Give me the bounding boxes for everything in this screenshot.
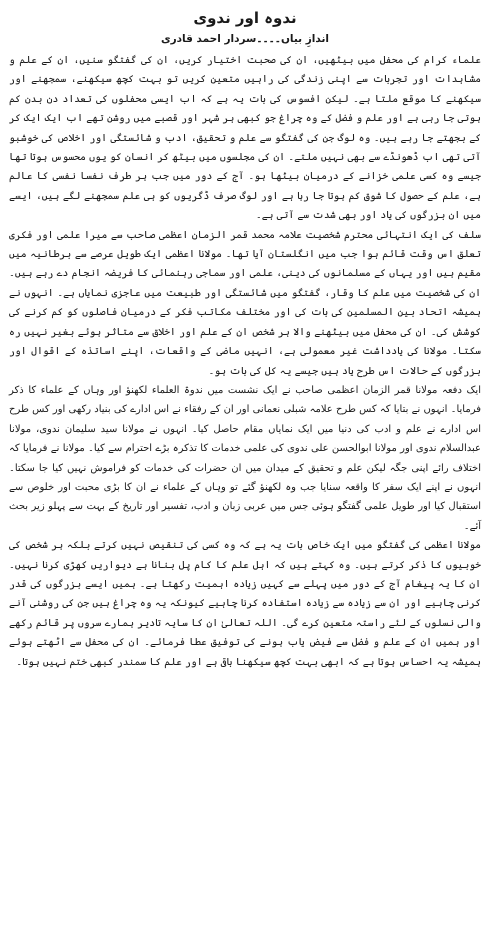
article-byline: اندازِ بیاں۔۔۔۔سردار احمد قادری [161,33,329,45]
article-paragraph-2: سلف کی ایک انتہائی محترم شخصیت علامہ محمد قمر الزمان اعظمی صاحب سے میرا علمی اور فکری تعلق اس وقت قائم ہوا جب میں انگلستان آیا تھا۔ مولانا اعظمی ایک طویل عرصے سے برطانیہ میں مقیم ہیں اور یہاں کے مسلمانوں کی دینی، علمی اور سماجی رہنمائی کا فریضہ انجام دے رہے ہیں۔ ان کی شخصیت میں علم کا وقار، گفتگو میں شائستگی اور طبیعت میں عاجزی نمایاں ہے۔ انہوں نے ہمیشہ اتحاد بین المسلمین کی بات کی اور مختلف مکاتب فکر کے درمیان فاصلوں کو کم کرنے کی کوشش کی۔ ان کی محفل میں بیٹھنے والا ہر شخص ان کے علم اور اخلاق سے متاثر ہوئے بغیر نہیں رہ سکتا۔ مولانا کی یادداشت غیر معمولی ہے، انہیں ماضی کے واقعات، اپنے اساتذہ کے اقوال اور بزرگوں کے حالات اس طرح یاد ہیں جیسے یہ کل کی بات ہو۔ [9,229,481,377]
article-body [9,51,481,672]
article-paragraph-1: علماء کرام کی محفل میں بیٹھیں، ان کی صحبت اختیار کریں، ان کی گفتگو سنیں، ان کے علم و مشاہدات اور تجربات سے اپنی زندگی کی راہیں متعین کریں تو بہت کچھ سیکھنے، سمجھنے اور سیکھنے کا موقع ملتا ہے۔ لیکن افسوس کی بات یہ ہے کہ اب ایسی محفلوں کی تعداد دن بدن کم ہوتی جا رہی ہے اور علم و فضل کے وہ چراغ جو کبھی ہر شہر اور قصبے میں روشن تھے اب ایک ایک کر کے بجھتے جا رہے ہیں۔ وہ لوگ جن کی گفتگو سے علم و تحقیق، ادب و شائستگی اور اخلاص کی خوشبو آتی تھی اب ڈھونڈے سے بھی نہیں ملتے۔ ان کی مجلسوں میں بیٹھ کر انسان کو یوں محسوس ہوتا تھا جیسے وہ کسی علمی خزانے کے درمیان بیٹھا ہو۔ آج کے دور میں جب ہر طرف نفسا نفسی کا عالم ہے، علم کے حصول کا شوق کم ہوتا جا رہا ہے اور لوگ صرف ڈگریوں کو ہی علم سمجھنے لگے ہیں، ایسے میں ان بزرگوں کی یاد اور بھی شدت سے آتی ہے۔ [9,55,481,222]
article-paragraph-3: ایک دفعہ مولانا قمر الزمان اعظمی صاحب نے ایک نشست میں ندوۃ العلماء لکھنؤ اور وہاں کے علماء کا ذکر فرمایا۔ انہوں نے بتایا کہ کس طرح علامہ شبلی نعمانی اور ان کے رفقاء نے اس ادارے کی بنیاد رکھی اور کس طرح اس ادارے نے علم و ادب کی دنیا میں ایک نمایاں مقام حاصل کیا۔ انہوں نے مولانا سید سلیمان ندوی، مولانا عبدالسلام ندوی اور مولانا ابوالحسن علی ندوی کی علمی خدمات کا تذکرہ بڑے احترام سے کیا۔ مولانا نے فرمایا کہ اختلاف رائے اپنی جگہ لیکن علم و تحقیق کے میدان میں ان حضرات کی خدمات کو فراموش نہیں کیا جا سکتا۔ انہوں نے اپنے ایک سفر کا واقعہ سنایا جب وہ لکھنؤ گئے تو وہاں کے علماء نے ان کا بڑی محبت اور خلوص سے استقبال کیا اور طویل علمی گفتگو ہوئی جس میں عربی زبان و ادب، تفسیر اور تاریخ کے بہت سے پہلو زیر بحث آئے۔ [9,384,481,532]
article-title: ندوہ اور ندوی [193,9,297,27]
article-paragraph-4: مولانا اعظمی کی گفتگو میں ایک خاص بات یہ ہے کہ وہ کسی کی تنقیص نہیں کرتے بلکہ ہر شخص کی خوبیوں کا ذکر کرتے ہیں۔ وہ کہتے ہیں کہ اہل علم کا کام پل بنانا ہے دیواریں کھڑی کرنا نہیں۔ ان کا یہ پیغام آج کے دور میں پہلے سے کہیں زیادہ اہمیت رکھتا ہے۔ ہمیں ایسے بزرگوں کی قدر کرنی چاہیے اور ان سے زیادہ سے زیادہ استفادہ کرنا چاہیے کیونکہ یہ وہ چراغ ہیں جن کی روشنی آنے والی نسلوں کے لئے راستہ متعین کرے گی۔ اللہ تعالیٰ ان کا سایہ تادیر ہمارے سروں پر قائم رکھے اور ہمیں ان کے علم و فضل سے فیض یاب ہونے کی توفیق عطا فرمائے۔ ان کی محفل سے اٹھتے ہوئے ہمیشہ یہ احساس ہوتا ہے کہ ابھی بہت کچھ سیکھنا باقی ہے اور علم کا سمندر کبھی ختم نہیں ہوتا۔ [9,540,481,668]
